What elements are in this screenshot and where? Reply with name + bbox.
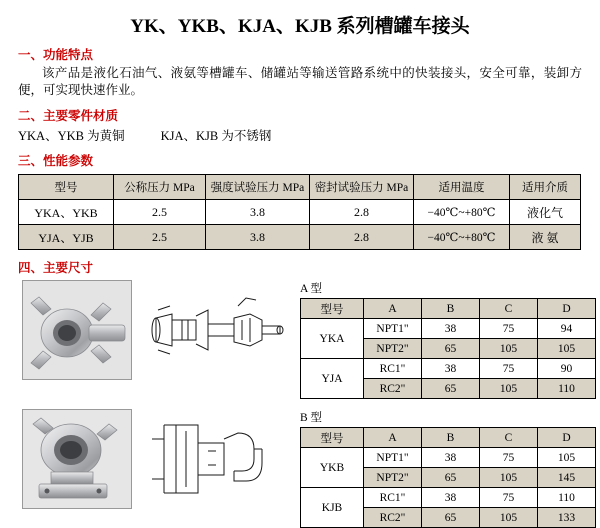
perf-r1-c5: 液 氨 [510,225,581,250]
performance-table [18,174,581,250]
dimA-r2-b: 38 [422,359,480,379]
dimA-r0-d: 94 [538,319,596,339]
dimB-col-3: C [480,428,538,448]
drawing-a-graphic [138,280,290,380]
dimA-r1-b: 65 [422,339,480,359]
dimA-col-2: B [422,299,480,319]
dimension-table-b [300,427,596,528]
perf-col-1: 公称压力 MPa [114,175,206,200]
perf-r0-c3: 2.8 [310,200,414,225]
photo-a-graphic [23,281,131,379]
drawing-b-graphic [138,409,290,509]
photo-coupling-b [22,409,132,509]
photo-b-graphic [23,410,131,508]
table-header-row [301,299,596,319]
dimB-col-4: D [538,428,596,448]
table-row [301,448,596,468]
dimB-r1-a: NPT2" [364,468,422,488]
perf-r0-c5: 液化气 [510,200,581,225]
dimA-r0-b: 38 [422,319,480,339]
dimA-r3-b: 65 [422,379,480,399]
dimB-r0-a: NPT1" [364,448,422,468]
table-row [301,359,596,379]
dimension-group-b [22,409,600,528]
material-line [18,126,600,144]
dimA-r2-c: 75 [480,359,538,379]
perf-col-5: 适用介质 [510,175,581,200]
dimB-col-2: B [422,428,480,448]
perf-r1-c2: 3.8 [206,225,310,250]
dim-tables-a [300,280,596,399]
dimB-r3-d: 133 [538,508,596,528]
perf-r1-c0: YJA、YJB [19,225,114,250]
dimB-model-1: KJB [301,488,364,528]
dimA-model-0: YKA [301,319,364,359]
perf-col-3: 密封试验压力 MPa [310,175,414,200]
dimB-r1-d: 145 [538,468,596,488]
section-heading-performance: 三、性能参数 [18,154,94,168]
perf-r1-c4: −40℃~+80℃ [414,225,510,250]
table-row [19,200,581,225]
dimA-col-0: 型号 [301,299,364,319]
perf-col-4: 适用温度 [414,175,510,200]
dimA-r2-d: 90 [538,359,596,379]
dimA-r0-c: 75 [480,319,538,339]
dimB-r3-a: RC2" [364,508,422,528]
dimA-r0-a: NPT1" [364,319,422,339]
dimA-model-1: YJA [301,359,364,399]
perf-r1-c3: 2.8 [310,225,414,250]
section-heading-dimensions: 四、主要尺寸 [18,261,94,275]
section-heading-features: 一、功能特点 [18,48,94,62]
table-header-row [19,175,581,200]
line-drawing-b [138,409,290,509]
perf-r0-c2: 3.8 [206,200,310,225]
perf-r0-c1: 2.5 [114,200,206,225]
dimB-r0-b: 38 [422,448,480,468]
dimA-r1-d: 105 [538,339,596,359]
dimA-r3-d: 110 [538,379,596,399]
dimA-r2-a: RC1" [364,359,422,379]
perf-col-2: 强度试验压力 MPa [206,175,310,200]
table-row [19,225,581,250]
dimA-r3-a: RC2" [364,379,422,399]
table-header-row [301,428,596,448]
table-row [301,319,596,339]
perf-col-0: 型号 [19,175,114,200]
dimB-r0-c: 75 [480,448,538,468]
dimB-r1-b: 65 [422,468,480,488]
dimB-r2-c: 75 [480,488,538,508]
perf-r0-c4: −40℃~+80℃ [414,200,510,225]
material-right: KJA、KJB 为不锈钢 [160,129,272,143]
dimA-col-1: A [364,299,422,319]
dim-group-label-a: A 型 [300,283,323,295]
dimA-r3-c: 105 [480,379,538,399]
dimA-r1-a: NPT2" [364,339,422,359]
dimB-r0-d: 105 [538,448,596,468]
dimB-col-1: A [364,428,422,448]
perf-r0-c0: YKA、YKB [19,200,114,225]
photo-coupling-a [22,280,132,380]
perf-r1-c1: 2.5 [114,225,206,250]
dimB-col-0: 型号 [301,428,364,448]
dimB-r2-b: 38 [422,488,480,508]
material-left: YKA、YKB 为黄铜 [18,129,125,143]
dim-group-label-b: B 型 [300,412,323,424]
dimB-r3-c: 105 [480,508,538,528]
dim-tables-b [300,409,596,528]
dimA-col-3: C [480,299,538,319]
line-drawing-a [138,280,290,380]
dimension-table-a [300,298,596,399]
features-text: 该产品是液化石油气、液氨等槽罐车、储罐站等输送管路系统中的快装接头，安全可靠，装卸方便，可实现快速作业。 [18,66,582,97]
dimA-r1-c: 105 [480,339,538,359]
dimB-r2-a: RC1" [364,488,422,508]
section-heading-material: 二、主要零件材质 [18,109,119,123]
dimB-r1-c: 105 [480,468,538,488]
dimA-col-4: D [538,299,596,319]
dimension-group-a [22,280,600,399]
dimB-r3-b: 65 [422,508,480,528]
dimB-model-0: YKB [301,448,364,488]
page-title: YK、YKB、KJA、KJB 系列槽罐车接头 [130,16,470,37]
table-row [301,488,596,508]
dimB-r2-d: 110 [538,488,596,508]
